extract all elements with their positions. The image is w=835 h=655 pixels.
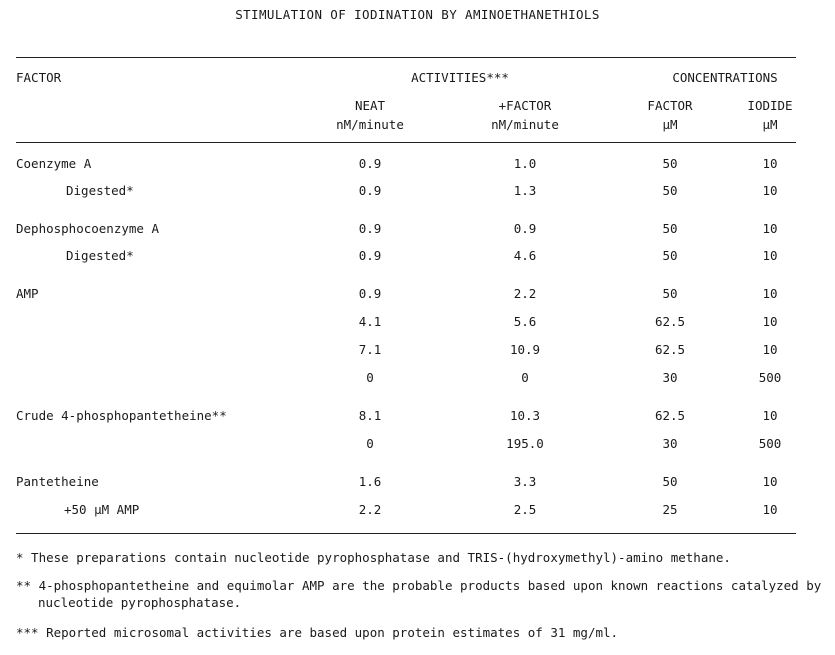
row-iodide: 10 — [762, 156, 778, 171]
header-conc-factor: FACTOR — [647, 98, 693, 113]
top-rule — [16, 57, 796, 58]
row-plus-factor: 195.0 — [506, 436, 544, 451]
row-neat: 4.1 — [358, 314, 382, 329]
header-activities: ACTIVITIES*** — [411, 70, 509, 85]
row-conc-factor: 50 — [662, 156, 678, 171]
row-iodide: 10 — [762, 474, 778, 489]
row-iodide: 10 — [762, 502, 778, 517]
row-conc-factor: 30 — [662, 370, 678, 385]
row-iodide: 10 — [762, 221, 778, 236]
row-iodide: 10 — [762, 342, 778, 357]
row-neat: 0.9 — [358, 221, 382, 236]
row-conc-factor: 62.5 — [654, 314, 686, 329]
row-iodide: 500 — [758, 436, 782, 451]
row-neat: 0 — [366, 436, 374, 451]
row-plus-factor: 1.0 — [513, 156, 537, 171]
row-plus-factor: 0 — [521, 370, 529, 385]
header-iodide-unit: µM — [762, 117, 778, 132]
header-iodide: IODIDE — [747, 98, 793, 113]
row-plus-factor: 1.3 — [513, 183, 537, 198]
footnote-double-star: ** 4-phosphopantetheine and equimolar AMP are the probable products based upon known reactions catalyzed by nucleotide pyrophosphatase. — [16, 578, 822, 610]
row-factor: Dephosphocoenzyme A — [16, 221, 159, 236]
header-plus-factor: +FACTOR — [498, 98, 552, 113]
row-plus-factor: 2.2 — [513, 286, 537, 301]
row-conc-factor: 62.5 — [654, 408, 686, 423]
row-plus-factor: 0.9 — [513, 221, 537, 236]
row-plus-factor: 5.6 — [513, 314, 537, 329]
row-iodide: 10 — [762, 314, 778, 329]
row-iodide: 10 — [762, 286, 778, 301]
row-conc-factor: 50 — [662, 286, 678, 301]
row-neat: 2.2 — [358, 502, 382, 517]
row-factor: Pantetheine — [16, 474, 99, 489]
row-neat: 1.6 — [358, 474, 382, 489]
row-iodide: 10 — [762, 408, 778, 423]
header-neat-unit: nM/minute — [336, 117, 404, 132]
row-factor: Coenzyme A — [16, 156, 92, 171]
row-neat: 7.1 — [358, 342, 382, 357]
footnote-triple-star: *** Reported microsomal activities are based upon protein estimates of 31 mg/ml. — [16, 625, 619, 640]
row-iodide: 500 — [758, 370, 782, 385]
row-neat: 0.9 — [358, 183, 382, 198]
row-factor: Digested* — [66, 183, 134, 198]
row-plus-factor: 3.3 — [513, 474, 537, 489]
row-conc-factor: 50 — [662, 221, 678, 236]
table-title: STIMULATION OF IODINATION BY AMINOETHANETHIOLS — [235, 7, 600, 22]
row-factor: +50 µM AMP — [64, 502, 140, 517]
footnote-single-star: * These preparations contain nucleotide pyrophosphatase and TRIS-(hydroxymethyl)-amino methane. — [16, 550, 731, 565]
header-factor: FACTOR — [16, 70, 62, 85]
row-neat: 8.1 — [358, 408, 382, 423]
row-factor: Digested* — [66, 248, 134, 263]
header-plus-factor-unit: nM/minute — [491, 117, 559, 132]
row-conc-factor: 62.5 — [654, 342, 686, 357]
row-conc-factor: 50 — [662, 248, 678, 263]
row-conc-factor: 50 — [662, 474, 678, 489]
row-conc-factor: 50 — [662, 183, 678, 198]
row-neat: 0.9 — [358, 248, 382, 263]
row-neat: 0 — [366, 370, 374, 385]
header-neat: NEAT — [354, 98, 386, 113]
row-plus-factor: 2.5 — [513, 502, 537, 517]
row-plus-factor: 4.6 — [513, 248, 537, 263]
row-conc-factor: 25 — [662, 502, 678, 517]
row-factor: AMP — [16, 286, 39, 301]
row-iodide: 10 — [762, 248, 778, 263]
header-rule — [16, 142, 796, 143]
row-factor: Crude 4-phosphopantetheine** — [16, 408, 227, 423]
row-plus-factor: 10.3 — [509, 408, 541, 423]
row-iodide: 10 — [762, 183, 778, 198]
row-neat: 0.9 — [358, 286, 382, 301]
row-plus-factor: 10.9 — [509, 342, 541, 357]
bottom-rule — [16, 533, 796, 534]
header-conc-factor-unit: µM — [662, 117, 678, 132]
row-neat: 0.9 — [358, 156, 382, 171]
header-concentrations: CONCENTRATIONS — [672, 70, 778, 85]
row-conc-factor: 30 — [662, 436, 678, 451]
